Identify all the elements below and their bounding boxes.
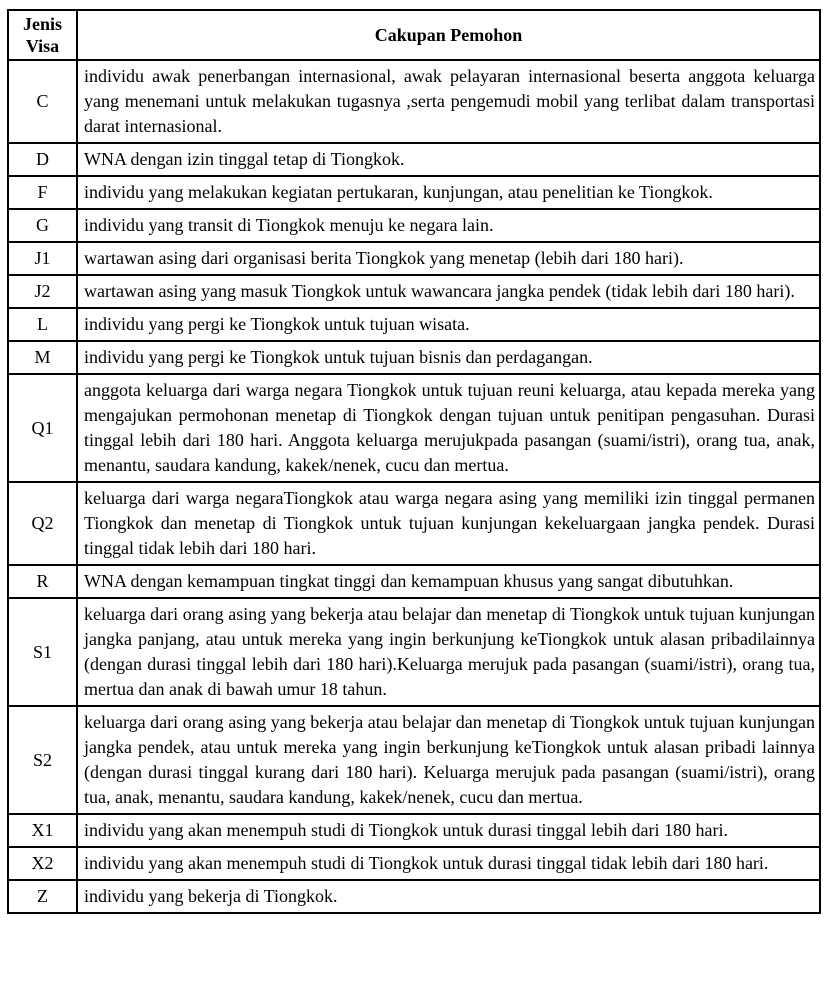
table-row xyxy=(8,814,820,847)
visa-type-cell: Q2 xyxy=(8,482,77,565)
visa-type-cell: L xyxy=(8,308,77,341)
visa-type-cell: Z xyxy=(8,880,77,913)
visa-type-cell: X2 xyxy=(8,847,77,880)
table-row xyxy=(8,60,820,143)
table-row xyxy=(8,308,820,341)
coverage-cell: individu yang pergi ke Tiongkok untuk tujuan wisata. xyxy=(77,308,820,341)
coverage-cell: individu yang melakukan kegiatan pertukaran, kunjungan, atau penelitian ke Tiongkok. xyxy=(77,176,820,209)
table-row xyxy=(8,176,820,209)
table-row xyxy=(8,847,820,880)
coverage-cell: individu yang akan menempuh studi di Tiongkok untuk durasi tinggal lebih dari 180 hari. xyxy=(77,814,820,847)
coverage-cell: wartawan asing yang masuk Tiongkok untuk wawancara jangka pendek (tidak lebih dari 180 hari). xyxy=(77,275,820,308)
visa-type-cell: J2 xyxy=(8,275,77,308)
visa-type-cell: Q1 xyxy=(8,374,77,482)
coverage-cell: WNA dengan izin tinggal tetap di Tiongkok. xyxy=(77,143,820,176)
visa-type-cell: G xyxy=(8,209,77,242)
visa-type-cell: R xyxy=(8,565,77,598)
table-row xyxy=(8,341,820,374)
header-jenis-visa: Jenis Visa xyxy=(8,10,77,60)
coverage-cell: individu yang akan menempuh studi di Tiongkok untuk durasi tinggal tidak lebih dari 180 hari. xyxy=(77,847,820,880)
visa-type-cell: M xyxy=(8,341,77,374)
coverage-cell: anggota keluarga dari warga negara Tiongkok untuk tujuan reuni keluarga, atau kepada mereka yang mengajukan permohonan menetap di Tiongkok dengan tujuan untuk penitipan pengasuhan. Durasi tinggal lebih dari 180 hari. Anggota keluarga merujukpada pasangan (suami/istri), orang tua, anak, menantu, saudara kandung, kakek/nenek, cucu dan mertua. xyxy=(77,374,820,482)
table-row xyxy=(8,706,820,814)
coverage-cell: keluarga dari orang asing yang bekerja atau belajar dan menetap di Tiongkok untuk tujuan kunjungan jangka panjang, atau untuk mereka yang ingin berkunjung keTiongkok untuk alasan pribadilainnya (dengan durasi tinggal lebih dari 180 hari).Keluarga merujuk pada pasangan (suami/istri), orang tua, mertua dan anak di bawah umur 18 tahun. xyxy=(77,598,820,706)
visa-type-cell: X1 xyxy=(8,814,77,847)
table-row xyxy=(8,880,820,913)
coverage-cell: WNA dengan kemampuan tingkat tinggi dan kemampuan khusus yang sangat dibutuhkan. xyxy=(77,565,820,598)
table-row xyxy=(8,565,820,598)
visa-type-cell: D xyxy=(8,143,77,176)
table-row xyxy=(8,209,820,242)
visa-type-cell: S1 xyxy=(8,598,77,706)
coverage-cell: individu yang bekerja di Tiongkok. xyxy=(77,880,820,913)
table-row xyxy=(8,143,820,176)
coverage-cell: keluarga dari warga negaraTiongkok atau warga negara asing yang memiliki izin tinggal permanen Tiongkok dan menetap di Tiongkok untuk tujuan kunjungan kekeluargaan jangka pendek. Durasi tinggal tidak lebih dari 180 hari. xyxy=(77,482,820,565)
table-row xyxy=(8,482,820,565)
coverage-cell: keluarga dari orang asing yang bekerja atau belajar dan menetap di Tiongkok untuk tujuan kunjungan jangka pendek, atau untuk mereka yang ingin berkunjung keTiongkok untuk alasan pribadi lainnya (dengan durasi tinggal kurang dari 180 hari). Keluarga merujuk pada pasangan (suami/istri), orang tua, anak, menantu, saudara kandung, kakek/nenek, cucu dan mertua. xyxy=(77,706,820,814)
coverage-cell: individu yang pergi ke Tiongkok untuk tujuan bisnis dan perdagangan. xyxy=(77,341,820,374)
table-header-row xyxy=(8,10,820,60)
table-row xyxy=(8,275,820,308)
table-row xyxy=(8,374,820,482)
visa-types-table xyxy=(7,9,821,914)
visa-type-cell: C xyxy=(8,60,77,143)
visa-type-cell: S2 xyxy=(8,706,77,814)
coverage-cell: wartawan asing dari organisasi berita Tiongkok yang menetap (lebih dari 180 hari). xyxy=(77,242,820,275)
coverage-cell: individu awak penerbangan internasional, awak pelayaran internasional beserta anggota keluarga yang menemani untuk melakukan tugasnya ,serta pengemudi mobil yang terlibat dalam transportasi darat internasional. xyxy=(77,60,820,143)
header-cakupan-pemohon: Cakupan Pemohon xyxy=(77,10,820,60)
visa-type-cell: F xyxy=(8,176,77,209)
table-row xyxy=(8,598,820,706)
coverage-cell: individu yang transit di Tiongkok menuju ke negara lain. xyxy=(77,209,820,242)
visa-type-cell: J1 xyxy=(8,242,77,275)
table-row xyxy=(8,242,820,275)
